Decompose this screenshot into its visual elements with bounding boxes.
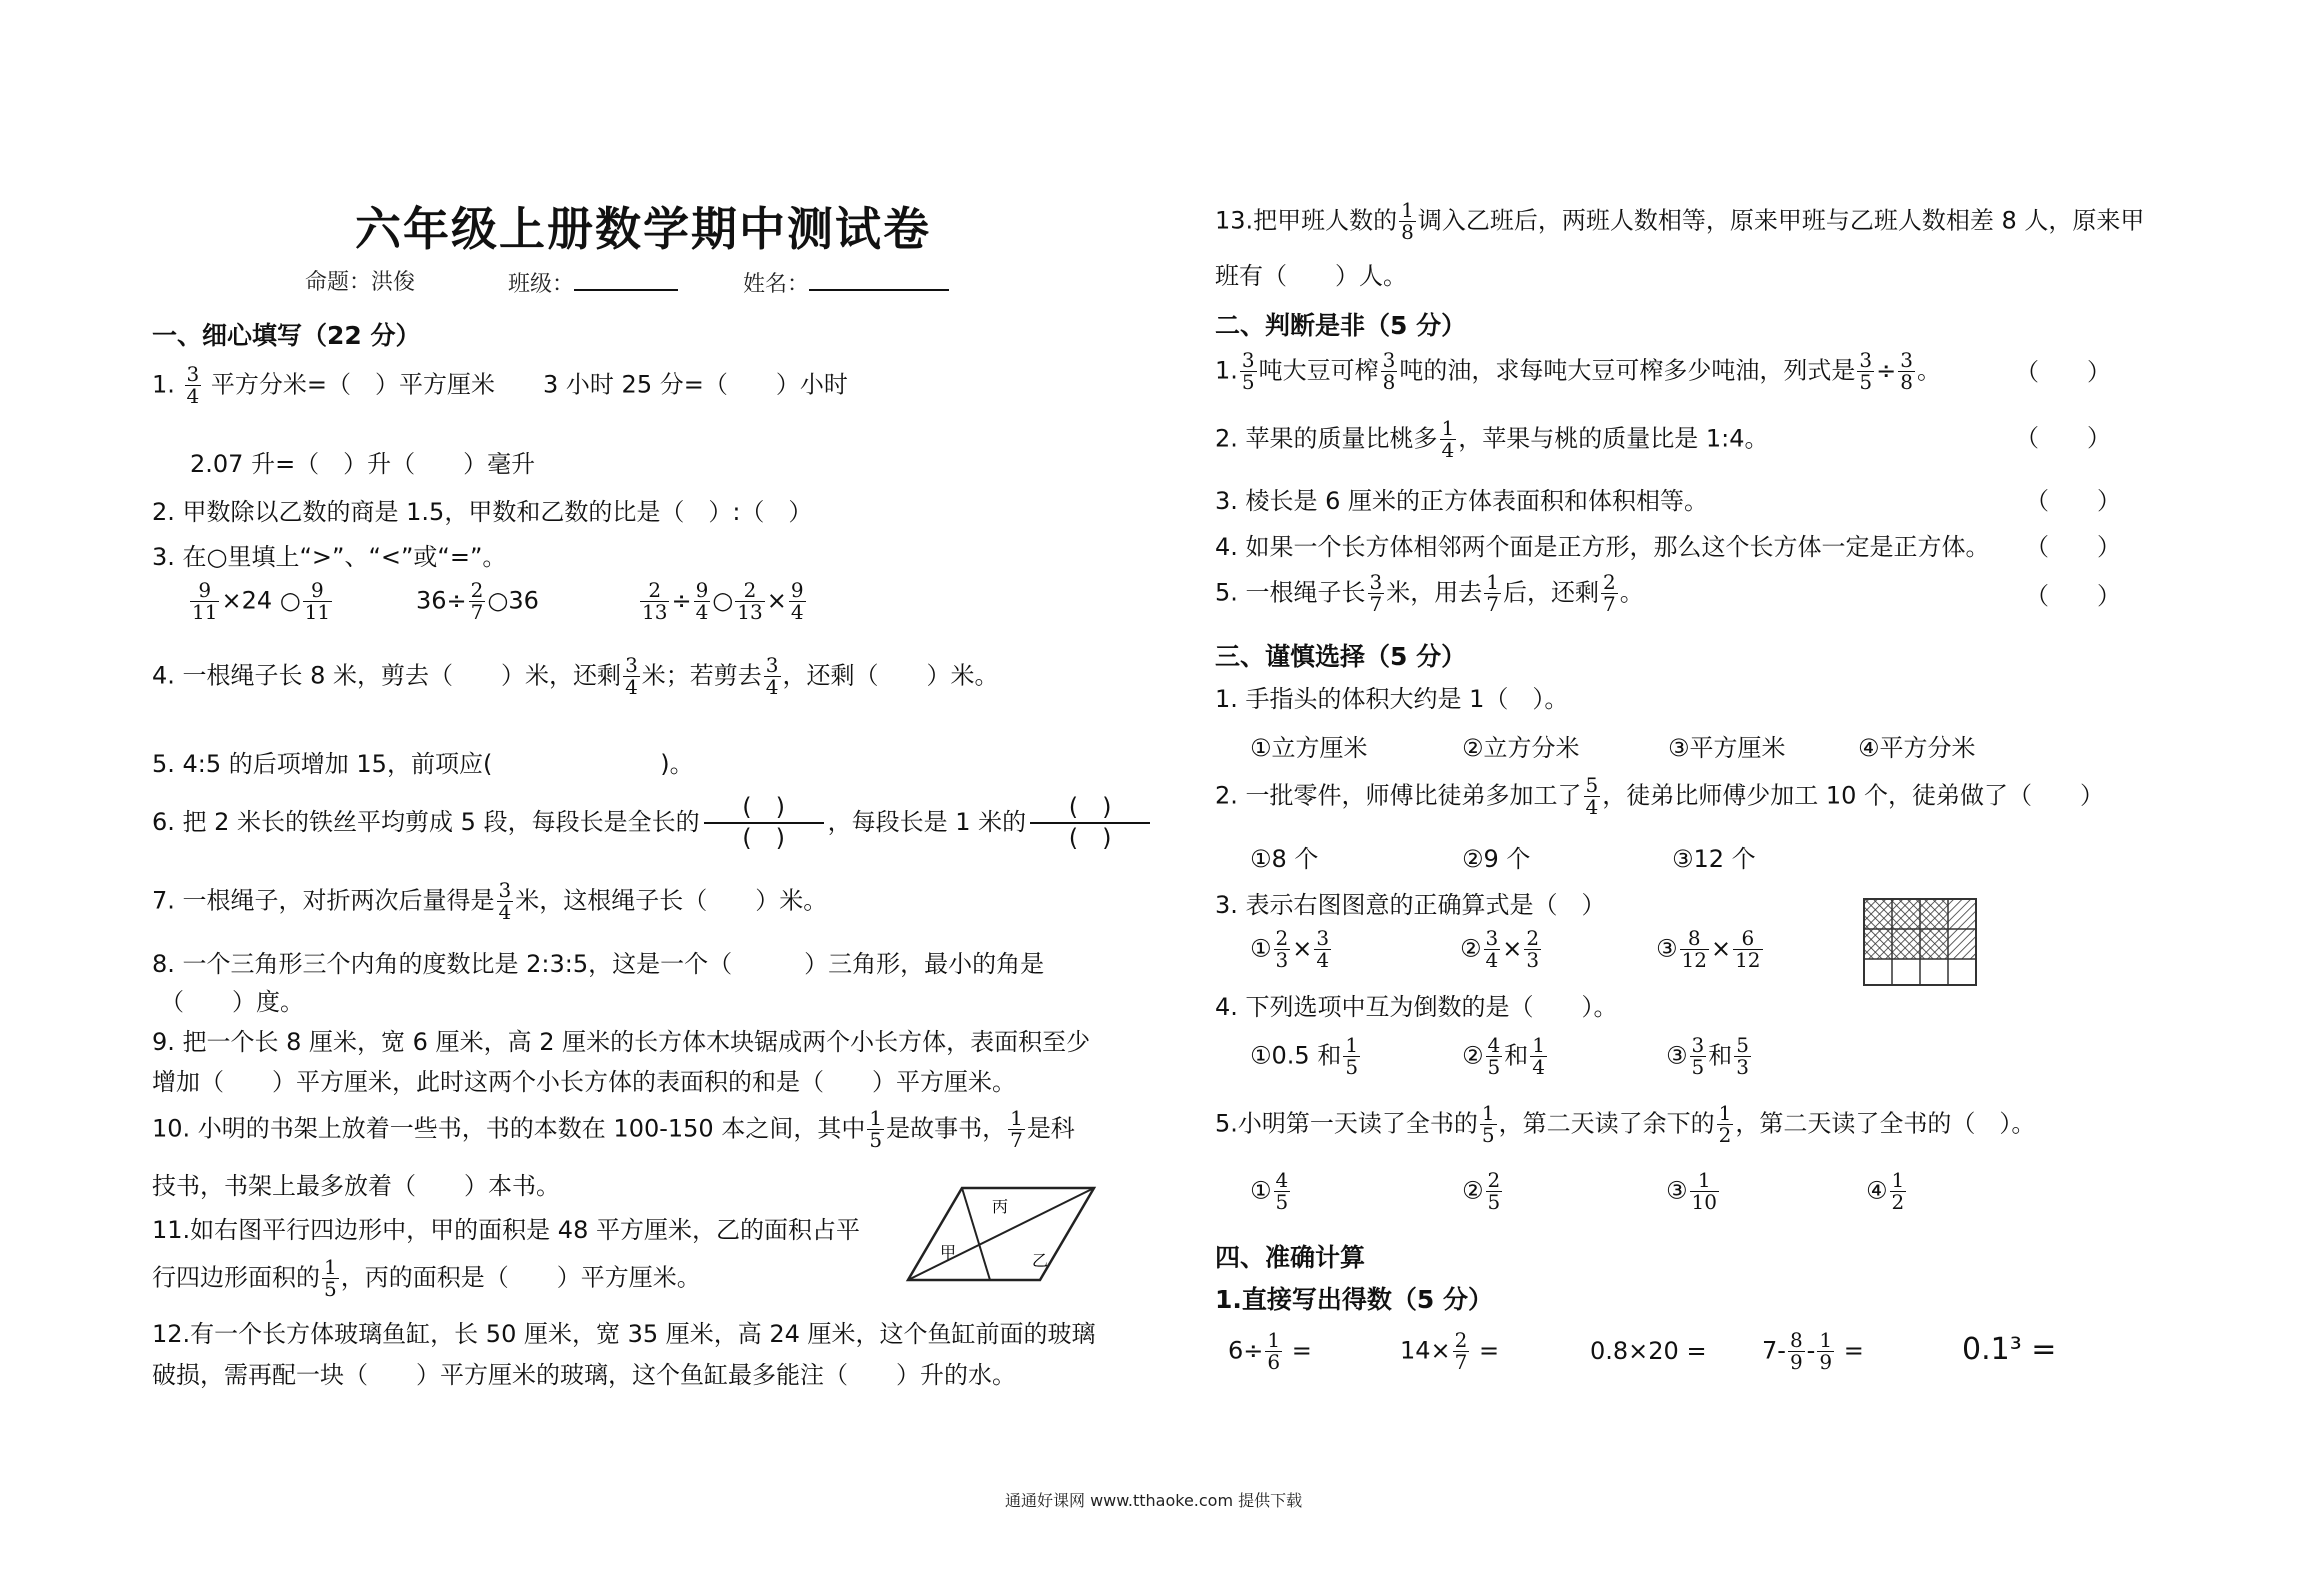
choice-2-option-1[interactable]: ①8 个 [1250, 845, 1319, 873]
choice-2-option-2[interactable]: ②9 个 [1462, 845, 1531, 873]
choice-3-option-2[interactable]: ② $\frac{3}{4}$ × $\frac{2}{3}$ [1460, 926, 1540, 972]
judge-3: 3. 棱长是 6 厘米的正方体表面积和体积相等。 [1215, 487, 1709, 515]
question-1a: 1. $\frac{3}{4}$ 平方分米=（ ）平方厘米 3 小时 25 分=（ ）小时 [152, 362, 848, 408]
calc-item-4: 7- $\frac{8}{9}$ - $\frac{1}{9}$ = [1762, 1328, 1864, 1374]
choice-4-option-3[interactable]: ③ $\frac{3}{5}$ 和 $\frac{5}{3}$ [1666, 1033, 1749, 1079]
judge-1-answer[interactable]: （ ） [2015, 358, 2111, 386]
section-fill-heading: 一、细心填写（22 分） [152, 321, 421, 350]
name-blank[interactable] [809, 265, 949, 291]
question-3-item-3: $\frac{2}{13}$ ÷ $\frac{9}{4}$ ○ $\frac{2}{13}$ × $\frac{9}{4}$ [642, 578, 804, 624]
choice-1-option-4[interactable]: ④平方分米 [1858, 734, 1976, 762]
question-3-item-1: $\frac{9}{11}$ ×24 ○ $\frac{9}{11}$ [192, 578, 331, 624]
question-2: 2. 甲数除以乙数的商是 1.5，甲数和乙数的比是（ ）:（ ） [152, 498, 813, 526]
footer-text: 通通好课网 www.tthaoke.com 提供下载 [1005, 1491, 1303, 1510]
choice-4: 4. 下列选项中互为倒数的是（ ）。 [1215, 993, 1618, 1021]
choice-2: 2. 一批零件，师傅比徒弟多加工了 $\frac{5}{4}$ ，徒弟比师傅少加工 10 个，徒弟做了（ ） [1215, 773, 2105, 819]
question-3: 3. 在○里填上“>”、“<”或“=”。 [152, 543, 507, 571]
question-10: 10. 小明的书架上放着一些书，书的本数在 100-150 本之间，其中 $\frac{1}{5}$ 是故事书， $\frac{1}{7}$ 是科 [152, 1106, 1075, 1152]
choice-3-option-1[interactable]: ① $\frac{2}{3}$ × $\frac{3}{4}$ [1250, 926, 1330, 972]
judge-5: 5. 一根绳子长 $\frac{3}{7}$ 米，用去 $\frac{1}{7}$ 后，还剩 $\frac{2}{7}$ 。 [1215, 570, 1644, 616]
class-blank[interactable] [574, 265, 678, 291]
figure-label-yi: 乙 [1032, 1251, 1049, 1270]
question-8-line-2: （ ）度。 [160, 988, 304, 1016]
judge-2-answer[interactable]: （ ） [2015, 424, 2111, 452]
question-11-line-1: 11.如右图平行四边形中，甲的面积是 48 平方厘米，乙的面积占平 [152, 1216, 860, 1244]
parallelogram-figure [900, 1180, 1100, 1290]
choice-1-option-2[interactable]: ②立方分米 [1462, 734, 1580, 762]
choice-3-option-3[interactable]: ③ $\frac{8}{12}$ × $\frac{6}{12}$ [1656, 926, 1761, 972]
question-13: 13.把甲班人数的 $\frac{1}{8}$ 调入乙班后，两班人数相等，原来甲班与乙班人数相差 8 人，原来甲 [1215, 198, 2145, 244]
question-1b: 2.07 升=（ ）升（ ）毫升 [190, 450, 536, 478]
judge-4-answer[interactable]: （ ） [2025, 533, 2121, 561]
question-6: 6. 把 2 米长的铁丝平均剪成 5 段，每段长是全长的 ( ) ( ) ，每段长是 1 米的 ( ) ( ) [152, 793, 1154, 853]
name-field[interactable] [743, 265, 949, 298]
choice-2-option-3[interactable]: ③12 个 [1672, 845, 1756, 873]
question-9-line-2: 增加（ ）平方厘米，此时这两个小长方体的表面积的和是（ ）平方厘米。 [152, 1068, 1016, 1096]
question-4: 4. 一根绳子长 8 米，剪去（ ）米，还剩 $\frac{3}{4}$ 米；若剪去 $\frac{3}{4}$ ，还剩（ ）米。 [152, 653, 999, 699]
choice-4-option-1[interactable]: ①0.5 和 $\frac{1}{5}$ [1250, 1033, 1359, 1079]
judge-4: 4. 如果一个长方体相邻两个面是正方形，那么这个长方体一定是正方体。 [1215, 533, 1990, 561]
question-8-line-1: 8. 一个三角形三个内角的度数比是 2:3:5，这是一个（ ）三角形，最小的角是 [152, 950, 1045, 978]
question-11-line-2: 行四边形面积的 $\frac{1}{5}$ ，丙的面积是（ ）平方厘米。 [152, 1255, 701, 1301]
calc-item-5: 0.1³ = [1962, 1332, 2057, 1367]
choice-5-option-1[interactable]: ① $\frac{4}{5}$ [1250, 1168, 1289, 1214]
question-9-line-1: 9. 把一个长 8 厘米，宽 6 厘米，高 2 厘米的长方体木块锯成两个小长方体，表面积至少 [152, 1028, 1091, 1056]
choice-1-option-3[interactable]: ③平方厘米 [1668, 734, 1786, 762]
judge-1: 1. $\frac{3}{5}$ 吨大豆可榨 $\frac{3}{8}$ 吨的油，求每吨大豆可榨多少吨油，列式是 $\frac{3}{5}$ ÷ $\frac{3}{8}$ 。 [1215, 348, 1941, 394]
name-label: 姓名： [743, 272, 810, 297]
calc-item-2: 14× $\frac{2}{7}$ = [1400, 1328, 1500, 1374]
class-field[interactable] [508, 265, 678, 298]
judge-3-answer[interactable]: （ ） [2025, 487, 2121, 515]
question-10-line-2: 技书，书架上最多放着（ ）本书。 [152, 1172, 560, 1200]
question-7: 7. 一根绳子，对折两次后量得是 $\frac{3}{4}$ 米，这根绳子长（ ）米。 [152, 878, 828, 924]
section-judge-heading: 二、判断是非（5 分） [1215, 311, 1467, 340]
choice-5-option-2[interactable]: ② $\frac{2}{5}$ [1462, 1168, 1501, 1214]
choice-1-option-1[interactable]: ①立方厘米 [1250, 734, 1368, 762]
figure-label-jia: 甲 [940, 1243, 957, 1262]
choice-3: 3. 表示右图图意的正确算式是（ ） [1215, 891, 1606, 919]
question-12-line-2: 破损，需再配一块（ ）平方厘米的玻璃，这个鱼缸最多能注（ ）升的水。 [152, 1361, 1016, 1389]
choice-5: 5.小明第一天读了全书的 $\frac{1}{5}$ ，第二天读了余下的 $\frac{1}{2}$ ，第二天读了全书的（ ）。 [1215, 1101, 2036, 1147]
author-label: 命题：洪俊 [305, 270, 416, 295]
choice-5-option-3[interactable]: ③ $\frac{1}{10}$ [1666, 1168, 1717, 1214]
page-title: 六年级上册数学期中测试卷 [355, 202, 931, 256]
question-5: 5. 4:5 的后项增加 15，前项应( )。 [152, 750, 694, 778]
judge-2: 2. 苹果的质量比桃多 $\frac{1}{4}$ ，苹果与桃的质量比是 1:4。 [1215, 416, 1769, 462]
choice-5-option-4[interactable]: ④ $\frac{1}{2}$ [1866, 1168, 1905, 1214]
class-label: 班级： [508, 272, 575, 297]
figure-label-bing: 丙 [992, 1197, 1009, 1216]
choice-4-option-2[interactable]: ② $\frac{4}{5}$ 和 $\frac{1}{4}$ [1462, 1033, 1545, 1079]
question-13-line-2: 班有（ ）人。 [1215, 262, 1407, 290]
question-3-item-2: 36÷ $\frac{2}{7}$ ○36 [416, 578, 539, 624]
calc-item-1: 6÷ $\frac{1}{6}$ = [1228, 1328, 1312, 1374]
question-12-line-1: 12.有一个长方体玻璃鱼缸，长 50 厘米，宽 35 厘米，高 24 厘米，这个鱼缸前面的玻璃 [152, 1320, 1096, 1348]
fraction: $\frac{3}{4}$ [186, 362, 200, 408]
choice-1: 1. 手指头的体积大约是 1（ ）。 [1215, 685, 1569, 713]
judge-5-answer[interactable]: （ ） [2025, 582, 2121, 610]
section-calc-subheading: 1.直接写出得数（5 分） [1215, 1285, 1493, 1314]
grid-shading-figure [1862, 897, 1982, 987]
section-choice-heading: 三、谨慎选择（5 分） [1215, 642, 1467, 671]
calc-item-3: 0.8×20 = [1590, 1337, 1707, 1365]
section-calc-heading: 四、准确计算 [1215, 1243, 1366, 1272]
